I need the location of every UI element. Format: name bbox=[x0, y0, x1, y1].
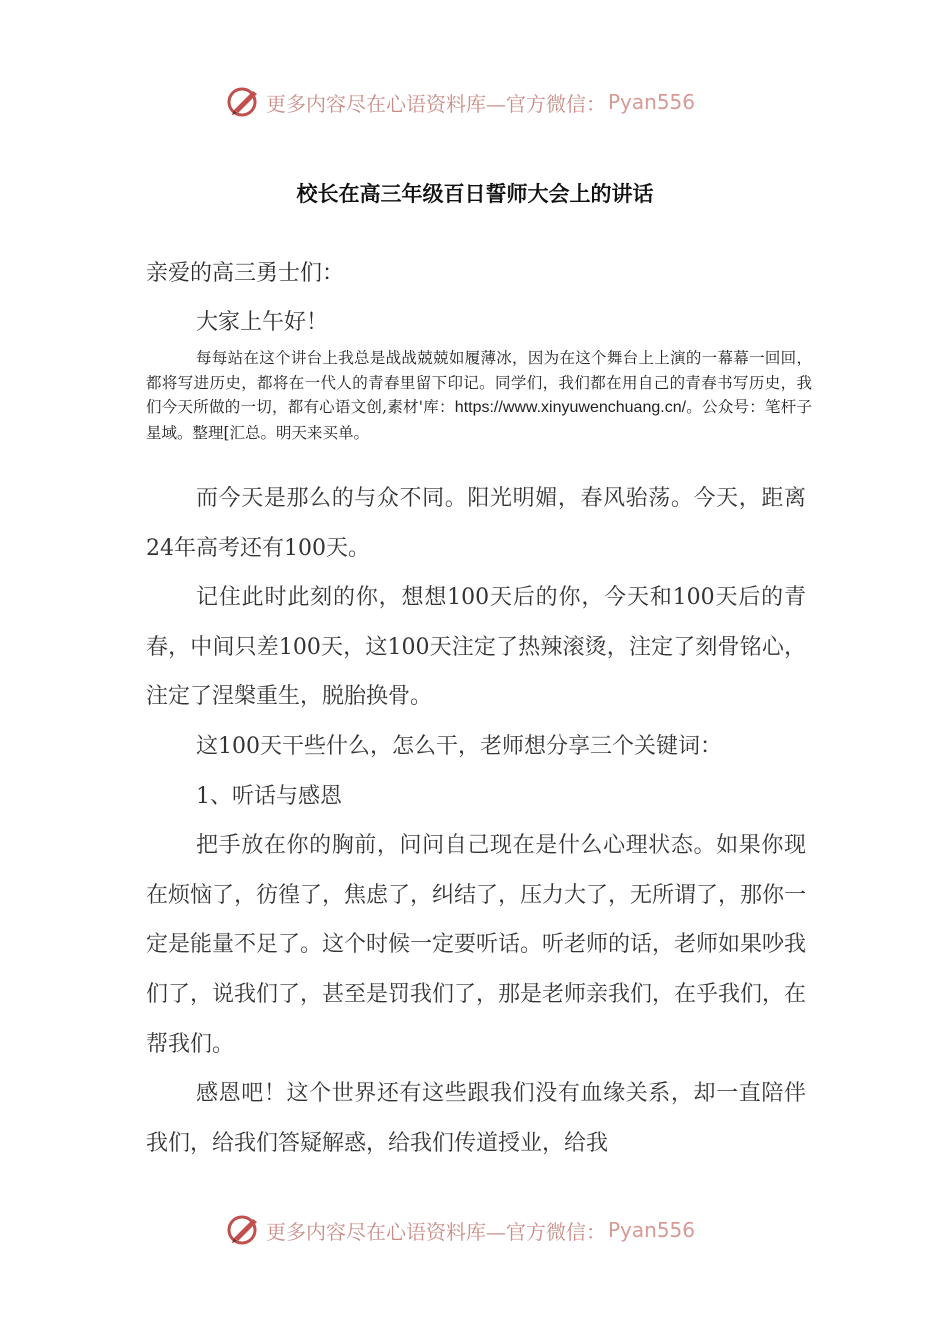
intro-tail: 。公众号：笔杆子星域。整理[汇总。明天来买单。 bbox=[146, 398, 812, 442]
speech-body bbox=[146, 474, 806, 1168]
intro-paragraph bbox=[146, 346, 812, 445]
intro-text: 每每站在这个讲台上我总是战战兢兢如履薄冰，因为在这个舞台上上演的一幕幕一回回，都将写进历史，都将在一代人的青春里留下印记。同学们，我们都在用自己的青春书写历史，我们今天所做的一切，都有心语文创,素材'库： bbox=[146, 349, 812, 416]
watermark-text: 更多内容尽在心语资料库—官方微信： bbox=[266, 91, 606, 116]
page-title: 校长在高三年级百日誓师大会上的讲话 bbox=[296, 182, 654, 206]
paragraph: 而今天是那么的与众不同。阳光明媚，春风骀荡。今天，距离24年高考还有100天。 bbox=[146, 486, 806, 561]
source-link[interactable]: https://www.xinyuwenchuang.cn/ bbox=[454, 399, 687, 416]
wechat-id: Pyan556 bbox=[608, 90, 696, 114]
header-watermark bbox=[226, 82, 695, 122]
greeting: 大家上午好！ bbox=[196, 310, 329, 335]
footer-watermark bbox=[226, 1210, 695, 1250]
paragraph: 把手放在你的胸前，问问自己现在是什么心理状态。如果你现在烦恼了，彷徨了，焦虑了，纠结了，压力大了，无所谓了，那你一定是能量不足了。这个时候一定要听话。听老师的话，老师如果吵我们了，说我们了，甚至是罚我们了，那是老师亲我们，在乎我们，在帮我们。 bbox=[146, 833, 807, 1057]
paragraph: 记住此时此刻的你，想想100天后的你，今天和100天后的青春，中间只差100天，这100天注定了热辣滚烫，注定了刻骨铭心，注定了涅槃重生，脱胎换骨。 bbox=[146, 585, 806, 710]
wechat-id: Pyan556 bbox=[608, 1218, 696, 1242]
pen-logo-icon bbox=[226, 84, 262, 120]
salutation: 亲爱的高三勇士们： bbox=[146, 261, 345, 286]
watermark-text: 更多内容尽在心语资料库—官方微信： bbox=[266, 1219, 606, 1244]
section-heading: 1、听话与感恩 bbox=[196, 783, 342, 809]
paragraph: 感恩吧！这个世界还有这些跟我们没有血缘关系，却一直陪伴我们，给我们答疑解惑，给我们传道授业，给我 bbox=[146, 1081, 806, 1156]
paragraph: 这100天干些什么，怎么干，老师想分享三个关键词： bbox=[196, 733, 722, 759]
pen-logo-icon bbox=[226, 1212, 262, 1248]
